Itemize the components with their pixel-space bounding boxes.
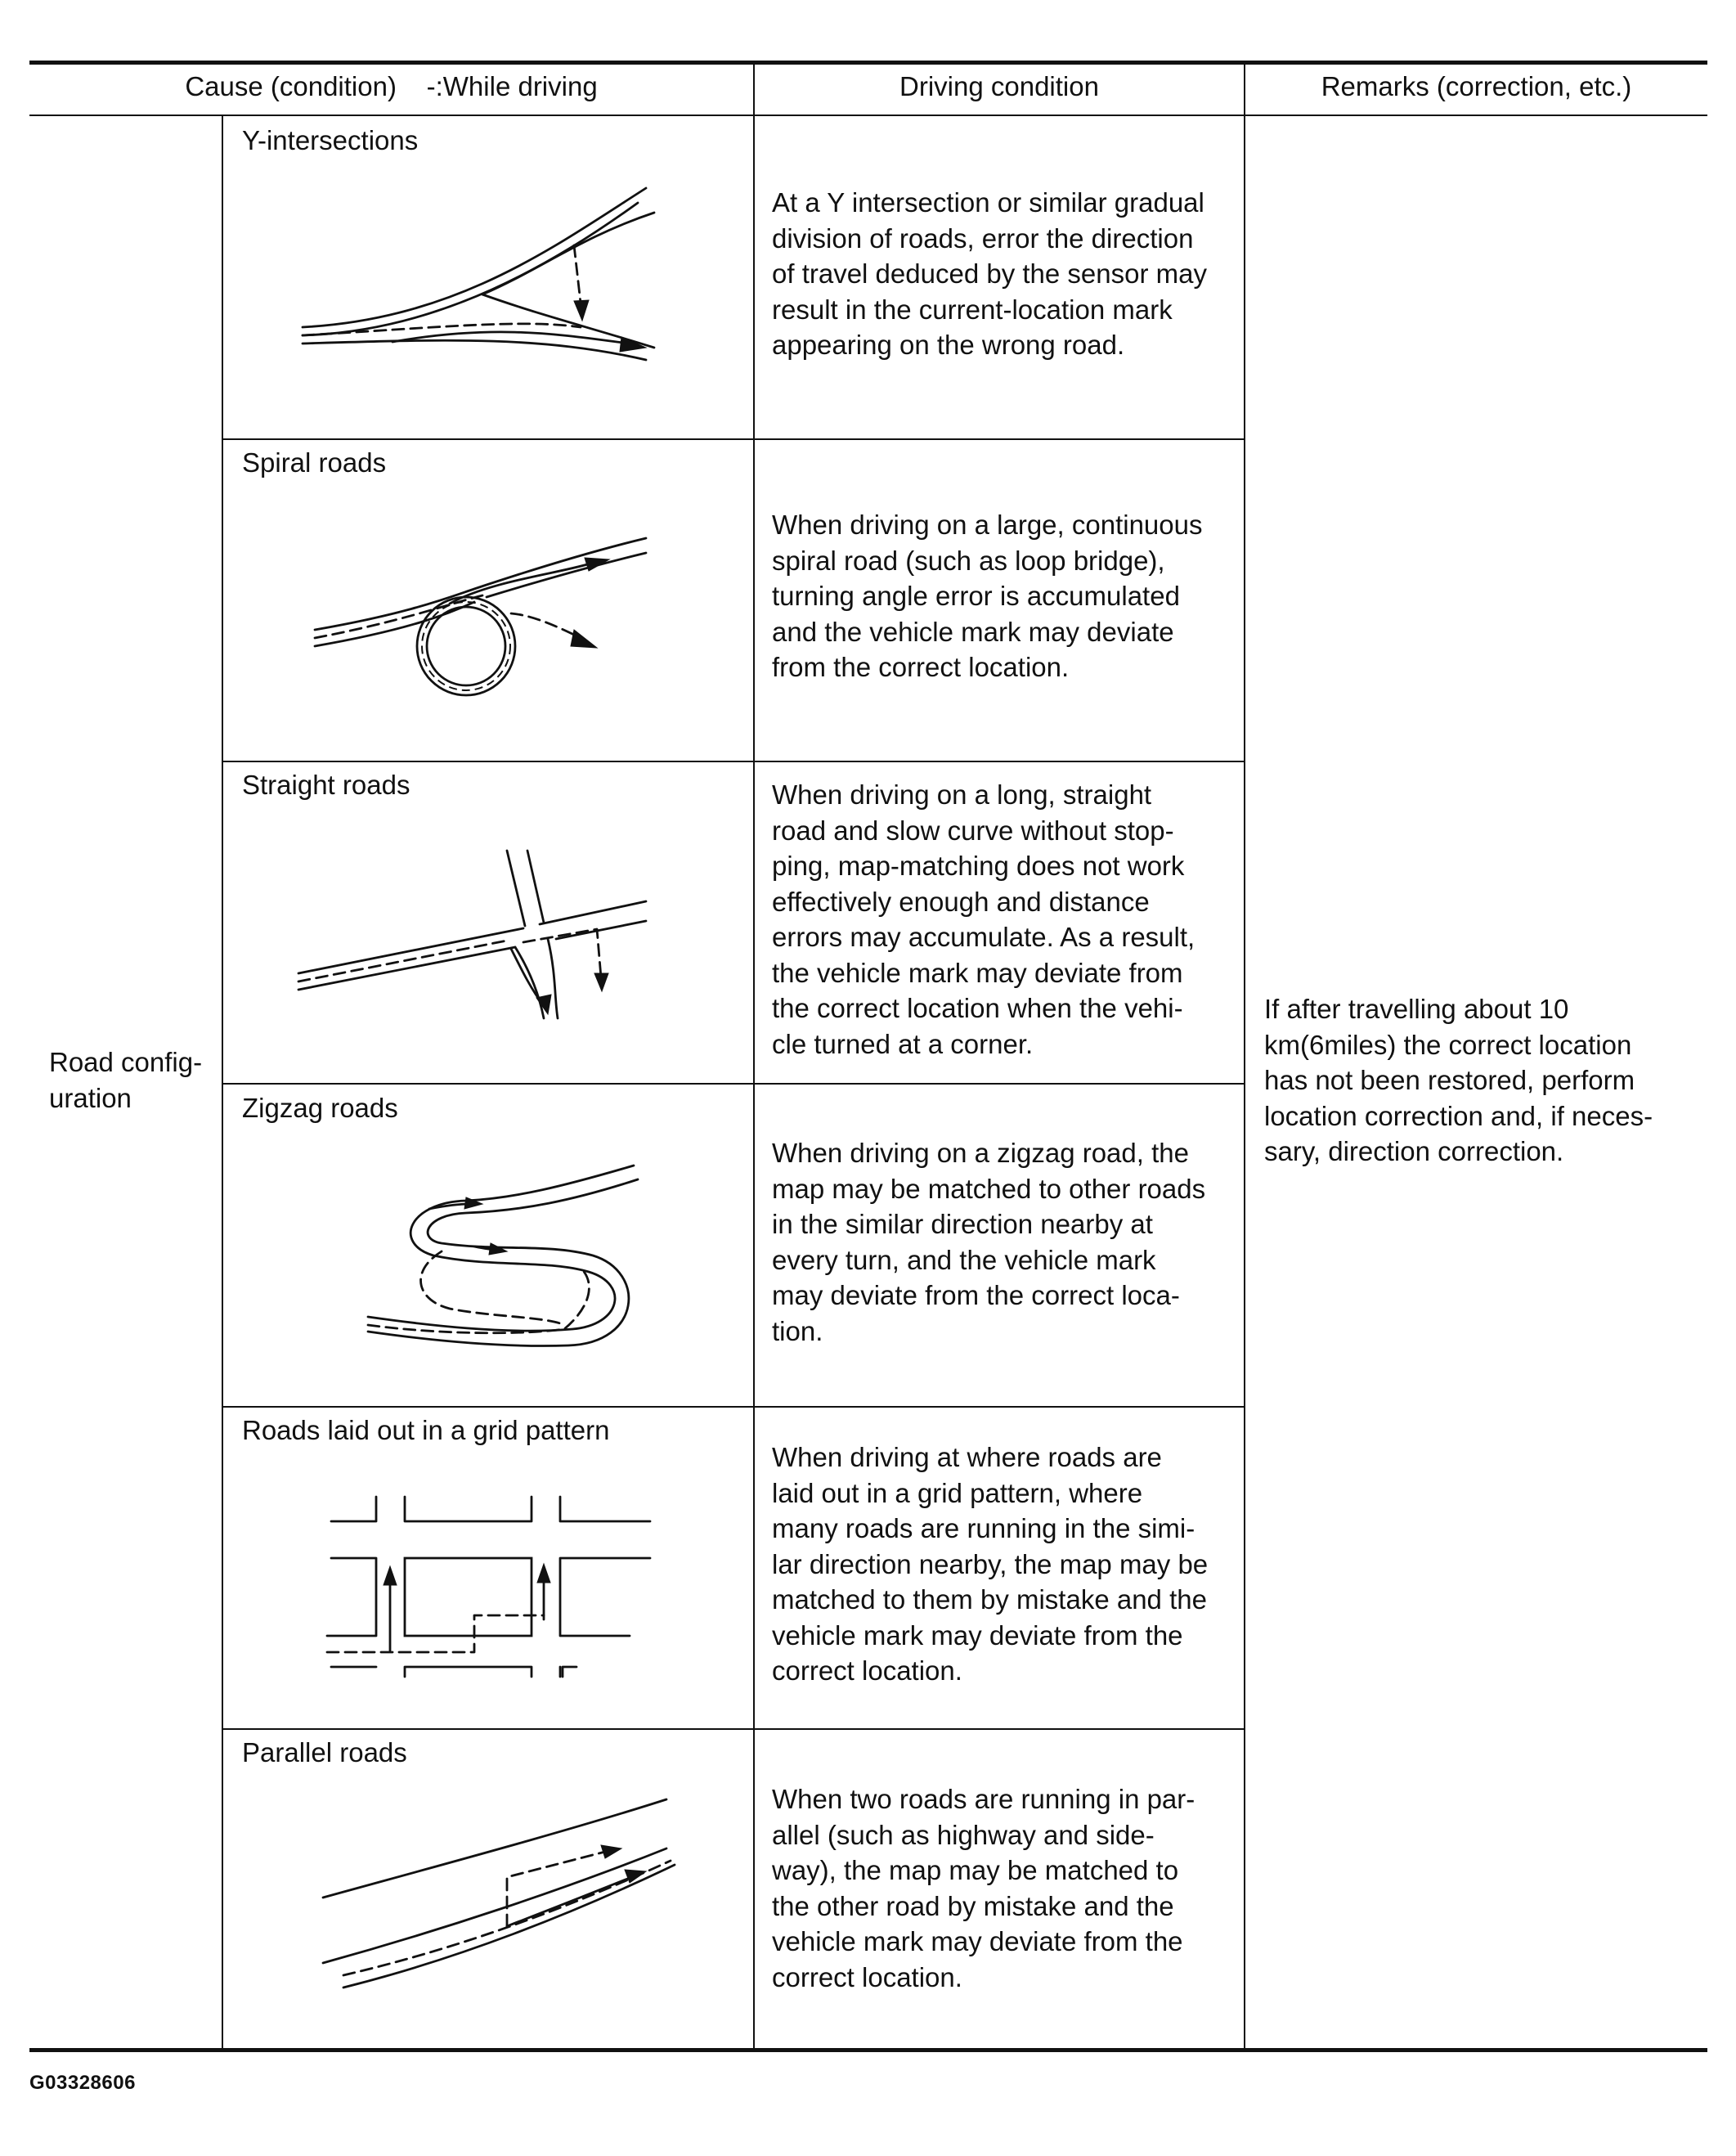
row-title-grid-roads: Roads laid out in a grid pattern — [242, 1415, 610, 1445]
row-desc-grid-roads: When driving at where roads are laid out in a grid pattern, where many roads are running in the simi- lar direction nearby, the map may be matched to them by mistake and the vehicle mark may deviate from the correct location. — [772, 1442, 1209, 1686]
column-divider-2 — [753, 61, 755, 2050]
parallel-road-diagram — [319, 1799, 679, 1988]
row-divider-2 — [222, 761, 1245, 762]
row-desc-straight-roads: When driving on a long, straight road and slow curve without stop- ping, map-matching does not work effectively enough and distance errors may accumulate. As a result, the vehicle mark may deviate from the correct location when the vehi- cle turned at a corner. — [772, 779, 1195, 1059]
table-bottom-rule — [29, 2048, 1707, 2052]
spiral-road-diagram — [311, 523, 654, 712]
row-desc-y-intersections: At a Y intersection or similar gradual division of roads, error the direction of travel deduced by the sensor may result in the current-location mark appearing on the wrong road. — [772, 187, 1207, 360]
row-divider-3 — [222, 1083, 1245, 1085]
row-desc-spiral-roads: When driving on a large, continuous spiral road (such as loop bridge), turning angle error is accumulated and the vehicle mark may deviate from the correct location. — [772, 510, 1203, 682]
row-divider-5 — [222, 1728, 1245, 1730]
remarks-text: If after travelling about 10 km(6miles) the correct location has not been restored, perform location correction and, if neces- sary, direction correction. — [1264, 994, 1653, 1166]
row-desc-zigzag-roads: When driving on a zigzag road, the map may be matched to other roads in the similar direction nearby at every turn, and the vehicle mark may deviate from the correct loca- tion. — [772, 1138, 1206, 1346]
straight-road-diagram — [294, 851, 654, 1031]
row-divider-1 — [222, 438, 1245, 440]
row-title-straight-roads: Straight roads — [242, 770, 410, 800]
row-title-zigzag-roads: Zigzag roads — [242, 1093, 398, 1123]
table-top-rule — [29, 61, 1707, 65]
category-label: Road config- uration — [49, 1047, 203, 1113]
y-intersection-diagram — [294, 180, 662, 368]
header-cause: Cause (condition) -:While driving — [185, 71, 598, 101]
header-bottom-rule — [29, 115, 1707, 116]
row-title-spiral-roads: Spiral roads — [242, 447, 387, 478]
footer-code: G03328606 — [29, 2072, 136, 2094]
row-title-parallel-roads: Parallel roads — [242, 1737, 407, 1767]
header-driving-condition: Driving condition — [899, 71, 1099, 101]
column-divider-1 — [222, 115, 223, 2050]
grid-road-diagram — [323, 1497, 658, 1685]
row-desc-parallel-roads: When two roads are running in par- allel (such as highway and side- way), the map may be matched to the other road by mistake and the vehicle mark may deviate from the correct location. — [772, 1784, 1195, 1992]
zigzag-road-diagram — [360, 1161, 654, 1341]
header-remarks: Remarks (correction, etc.) — [1321, 71, 1632, 101]
column-divider-3 — [1244, 61, 1245, 2050]
row-divider-4 — [222, 1406, 1245, 1408]
row-title-y-intersections: Y-intersections — [242, 125, 419, 155]
